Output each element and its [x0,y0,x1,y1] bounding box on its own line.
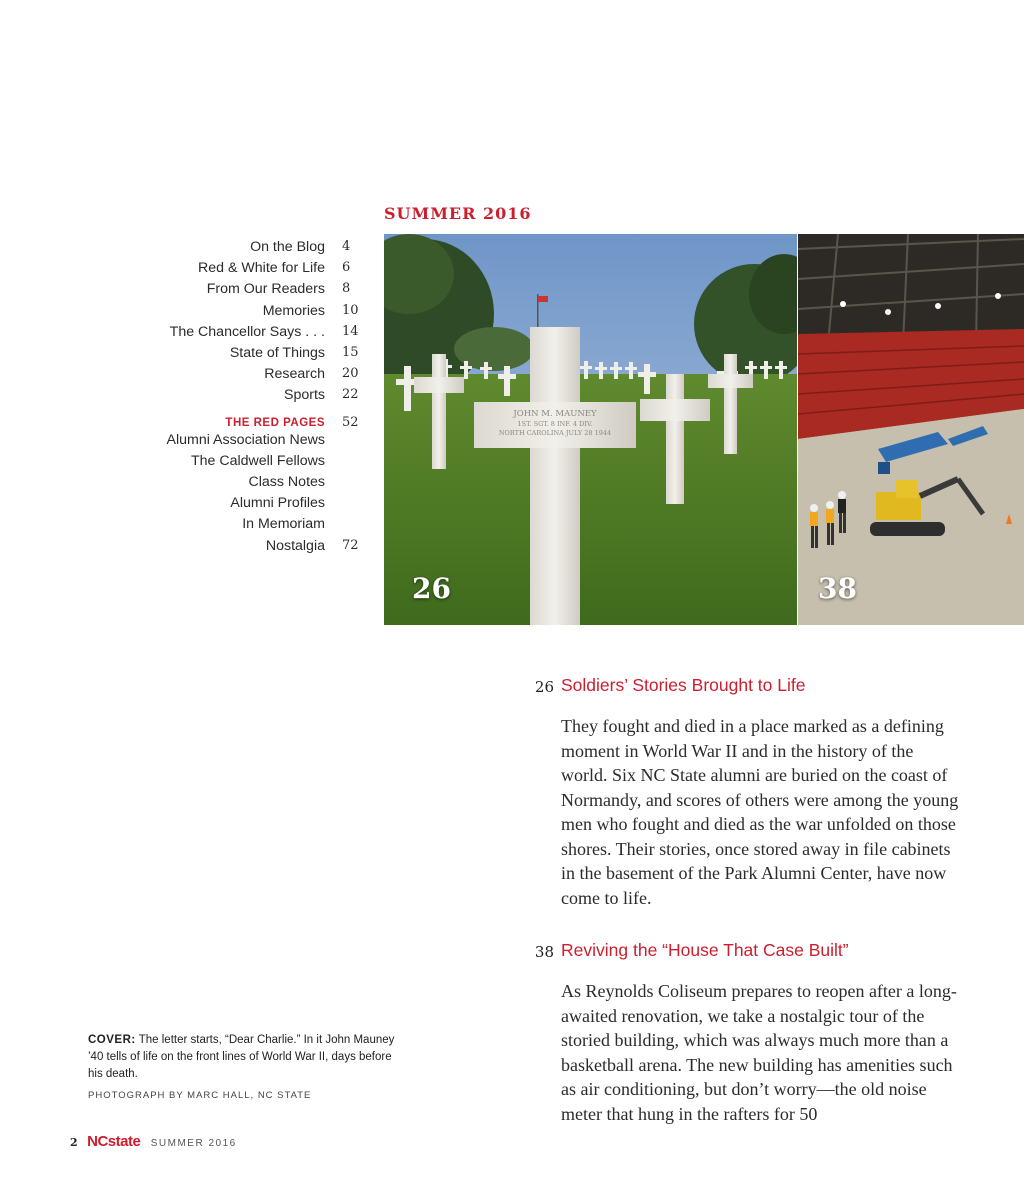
article-title[interactable]: Soldiers’ Stories Brought to Life [561,675,806,695]
toc-item-page: 72 [342,537,359,553]
photo-page-number: 38 [818,572,857,605]
coliseum-photo[interactable] [798,234,1024,625]
toc-item[interactable] [60,300,360,321]
article-summary: As Reynolds Coliseum prepares to reopen after a long-awaited renovation, we take a nostalgic tour of the storied building, which was always much more than a basketball arena. The new building has amenities such as air conditioning, but don’t worry—the old noise meter that hung in the rafters for 50 [561,981,957,1124]
toc-item[interactable] [60,342,360,363]
footer-issue: SUMMER 2016 [150,1138,237,1149]
toc-item-label: Research [264,366,325,383]
cover-text: The letter starts, “Dear Charlie.” In it John Mauney ’40 tells of life on the front lines of World War II, days before his death. [88,1034,395,1080]
ncstate-logo: NCstate [87,1133,141,1150]
cross-inscription-unit: 1ST. SGT. 8 INF. 4 DIV. [517,420,593,428]
toc-item[interactable] [60,236,360,257]
toc-item-label: State of Things [229,344,325,361]
toc-item[interactable] [60,278,360,299]
article-title[interactable]: Reviving the “House That Case Built” [561,940,849,960]
article-page-number: 38 [534,943,554,961]
toc-item[interactable] [60,492,360,513]
toc-item-label: Memories [262,302,325,319]
toc-item-page: 20 [342,366,359,382]
page-footer [70,1133,237,1153]
toc-item-page: 52 [342,414,359,430]
toc-item[interactable] [60,429,360,450]
toc-item-label: In Memoriam [242,516,325,533]
cemetery-illustration [384,234,797,625]
cross-inscription: JOHN M. MAUNEY [513,409,597,419]
toc-item[interactable] [60,384,360,405]
cover-lead: COVER: [88,1034,136,1046]
toc-item[interactable] [60,471,360,492]
toc-item-page: 10 [342,302,359,318]
toc-item-page: 22 [342,387,359,403]
toc-item-page: 14 [342,323,359,339]
red-pages-heading: THE RED PAGES [225,416,325,429]
toc-item[interactable] [60,535,360,556]
cross-inscription-date: NORTH CAROLINA JULY 28 1944 [498,429,612,437]
photo-credit: PHOTOGRAPH BY MARC HALL, NC STATE [88,1090,312,1101]
cemetery-photo[interactable] [384,234,797,625]
toc-item-label: The Chancellor Says . . . [169,323,325,340]
cover-caption [88,1032,398,1083]
toc-item-label: Sports [283,387,325,404]
toc-item-page: 15 [342,344,359,360]
footer-page-number: 2 [70,1136,78,1149]
toc-item-page: 6 [342,260,351,276]
article-page-number: 26 [534,678,554,696]
toc-item-label: Alumni Association News [166,431,325,448]
toc-item-page: 4 [342,239,351,254]
table-of-contents [60,236,360,556]
toc-item-label: On the Blog [250,239,325,255]
article-summary: They fought and died in a place marked as a defining moment in World War II and in the history of the world. Six NC State alumni are buried on the coast of Normandy, and scores of others were among the young men who fought and died as the war unfolded on those shores. Their stories, once stored away in file cabinets in the basement of the Park Alumni Center, have now come to life. [561,716,959,908]
toc-item[interactable] [60,321,360,342]
toc-item-label: The Caldwell Fellows [190,452,325,469]
issue-label: SUMMER 2016 [384,204,532,223]
toc-item-label: Class Notes [248,474,325,491]
toc-item[interactable] [60,257,360,278]
coliseum-illustration [798,234,1024,625]
toc-item-page: 8 [342,281,351,297]
toc-item-label: From Our Readers [206,281,325,298]
toc-item-label: Red & White for Life [198,260,325,277]
toc-item[interactable] [60,450,360,471]
toc-item[interactable] [60,363,360,384]
photo-page-number: 26 [412,572,451,605]
toc-item[interactable] [60,513,360,534]
toc-item-label: Alumni Profiles [230,495,325,512]
toc-item-label: Nostalgia [265,537,325,554]
